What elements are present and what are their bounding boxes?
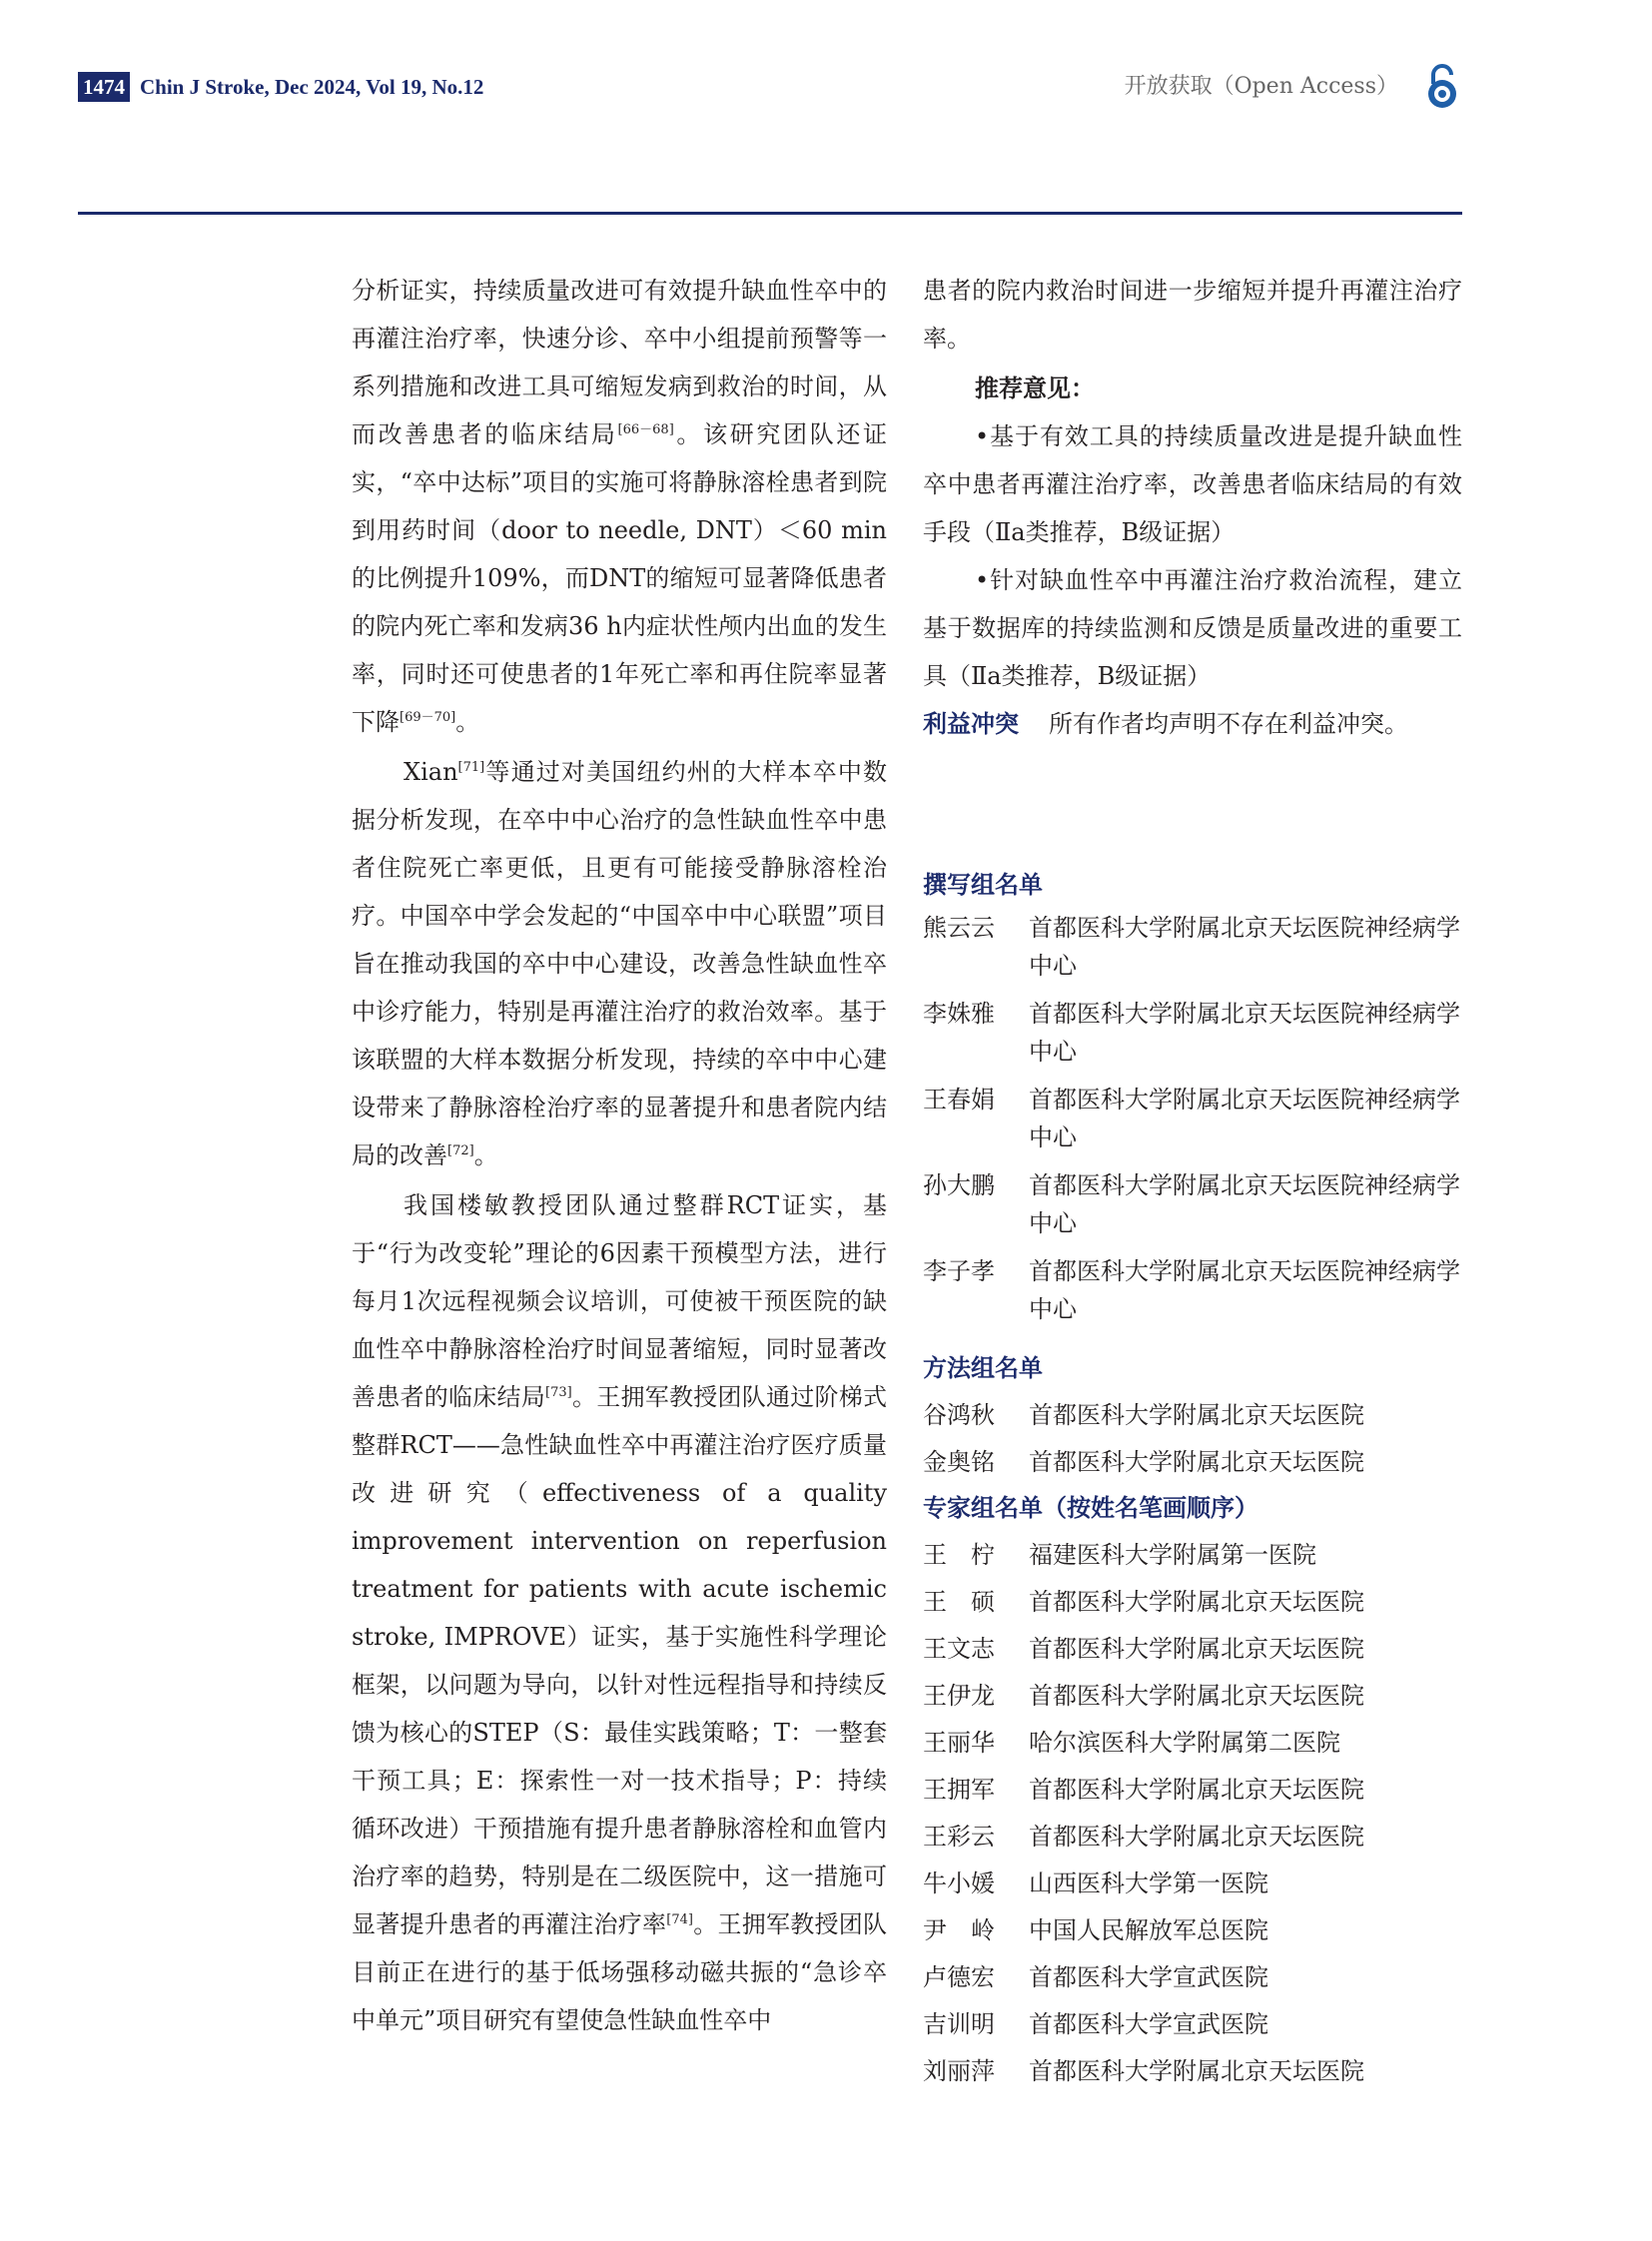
member-row — [923, 1720, 1462, 1767]
member-affiliation: 首都医科大学附属北京天坛医院神经病学中心 — [1029, 1086, 1460, 1151]
header-rule — [78, 212, 1462, 215]
member-affiliation: 首都医科大学附属北京天坛医院神经病学中心 — [1029, 914, 1460, 980]
member-affiliation: 中国人民解放军总医院 — [1029, 1916, 1268, 1944]
member-affiliation: 首都医科大学宣武医院 — [1029, 2010, 1268, 2038]
member-row — [923, 1954, 1462, 2001]
member-name: 卢德宏 — [923, 1963, 995, 1991]
member-name: 金奥铭 — [923, 1448, 995, 1476]
member-name: 王拥军 — [923, 1776, 995, 1804]
member-name: 熊云云 — [923, 914, 995, 942]
citation-ref: [72] — [447, 1143, 474, 1158]
member-name: 王伊龙 — [923, 1682, 995, 1710]
journal-citation: Chin J Stroke, Dec 2024, Vol 19, No.12 — [140, 75, 484, 99]
member-name: 王 硕 — [923, 1588, 995, 1616]
member-name: 王丽华 — [923, 1729, 995, 1757]
expert-group — [923, 1484, 1462, 2095]
writing-group — [923, 861, 1462, 1328]
right-column — [923, 267, 1462, 748]
citation-ref: [73] — [545, 1385, 572, 1400]
member-row — [923, 995, 1462, 1071]
left-column — [352, 267, 887, 2046]
recommendation-heading: 推荐意见： — [975, 374, 1095, 402]
member-name: 尹 岭 — [923, 1916, 995, 1944]
member-row — [923, 1532, 1462, 1579]
member-row — [923, 2048, 1462, 2095]
page-number: 1474 — [78, 72, 130, 102]
expert-group-title: 专家组名单（按姓名笔画顺序） — [923, 1493, 1258, 1522]
member-name: 王文志 — [923, 1635, 995, 1663]
member-row — [923, 1081, 1462, 1156]
member-affiliation: 首都医科大学附属北京天坛医院 — [1029, 1682, 1364, 1710]
member-affiliation: 首都医科大学附属北京天坛医院神经病学中心 — [1029, 1000, 1460, 1066]
member-row — [923, 2001, 1462, 2048]
member-name: 李子孝 — [923, 1257, 995, 1285]
member-row — [923, 909, 1462, 985]
member-affiliation: 首都医科大学附属北京天坛医院 — [1029, 1823, 1364, 1851]
member-affiliation: 哈尔滨医科大学附属第二医院 — [1029, 1729, 1340, 1757]
member-name: 牛小媛 — [923, 1869, 995, 1897]
member-row — [923, 1673, 1462, 1720]
citation-ref: [74] — [666, 1912, 693, 1927]
citation-ref: [71] — [457, 760, 485, 775]
member-row — [923, 1861, 1462, 1907]
paragraph-stroke-center: Xian[71]等通过对美国纽约州的大样本卒中数据分析发现，在卒中中心治疗的急性缺血性卒中患者住院死亡率更低，且更有可能接受静脉溶栓治疗。中国卒中学会发起的“中国卒中中心联盟”项目旨在推动我国的卒中中心建设，改善急性缺血性卒中诊疗能力，特别是再灌注治疗的救治效率。基于该联盟的大样本数据分析发现，持续的卒中中心建设带来了静脉溶栓治疗率的显著提升和患者院内结局的改善[72]。 — [352, 758, 887, 1169]
member-affiliation: 首都医科大学附属北京天坛医院 — [1029, 1588, 1364, 1616]
open-access-lock-icon — [1422, 62, 1462, 112]
paragraph-rct-evidence: 我国楼敏教授团队通过整群RCT证实，基于“行为改变轮”理论的6因素干预模型方法，进行每月1次远程视频会议培训，可使被干预医院的缺血性卒中静脉溶栓治疗时间显著缩短，同时显著改善患者的临床结局[73]。王拥军教授团队通过阶梯式整群RCT——急性缺血性卒中再灌注治疗医疗质量改进研究（effectiveness of a quality improvement intervention on reperfusion treatment for patients with acute ischemic stroke, IMPROVE）证实，基于实施性科学理论框架，以问题为导向，以针对性远程指导和持续反馈为核心的STEP（S：最佳实践策略；T：一整套干预工具；E：探索性一对一技术指导；P：持续循环改进）干预措施有提升患者静脉溶栓和血管内治疗率的趋势，特别是在二级医院中，这一措施可显著提升患者的再灌注治疗率[74]。王拥军教授团队目前正在进行的基于低场强移动磁共振的“急诊卒中单元”项目研究有望使急性缺血性卒中 — [352, 1191, 888, 2034]
member-name: 王春娟 — [923, 1086, 995, 1114]
page-header — [78, 68, 1462, 108]
member-name: 王 柠 — [923, 1541, 995, 1569]
member-name: 谷鸿秋 — [923, 1401, 995, 1429]
member-affiliation: 首都医科大学附属北京天坛医院 — [1029, 1776, 1364, 1804]
recommendation-item: •基于有效工具的持续质量改进是提升缺血性卒中患者再灌注治疗率，改善患者临床结局的有效手段（Ⅱa类推荐，B级证据） — [923, 422, 1462, 546]
member-affiliation: 山西医科大学第一医院 — [1029, 1869, 1268, 1897]
citation-ref: [69－70] — [400, 710, 456, 725]
member-affiliation: 首都医科大学宣武医院 — [1029, 1963, 1268, 1991]
paragraph-quality-improvement: 分析证实，持续质量改进可有效提升缺血性卒中的再灌注治疗率，快速分诊、卒中小组提前预警等一系列措施和改进工具可缩短发病到救治的时间，从而改善患者的临床结局[66－68]。该研究团队还证实，“卒中达标”项目的实施可将静脉溶栓患者到院到用药时间（door to needle, DNT）＜60 min的比例提升109%，而DNT的缩短可显著降低患者的院内死亡率和发病36 h内症状性颅内出血的发生率，同时还可使患者的1年死亡率和再住院率显著下降[69－70]。 — [352, 277, 888, 736]
coi-label: 利益冲突 — [923, 709, 1019, 738]
member-name: 刘丽萍 — [923, 2057, 995, 2085]
member-affiliation: 首都医科大学附属北京天坛医院神经病学中心 — [1029, 1257, 1460, 1323]
conflict-of-interest — [923, 700, 1462, 748]
open-access-label: 开放获取（Open Access） — [1124, 74, 1398, 99]
member-row — [923, 1439, 1462, 1486]
member-row — [923, 1767, 1462, 1814]
member-name: 吉训明 — [923, 2010, 995, 2038]
writing-group-title: 撰写组名单 — [923, 870, 1043, 899]
member-row — [923, 1392, 1462, 1439]
recommendation-item: •针对缺血性卒中再灌注治疗救治流程，建立基于数据库的持续监测和反馈是质量改进的重要工具（Ⅱa类推荐，B级证据） — [923, 566, 1462, 690]
member-affiliation: 首都医科大学附属北京天坛医院 — [1029, 2057, 1364, 2085]
member-affiliation: 首都医科大学附属北京天坛医院神经病学中心 — [1029, 1171, 1460, 1237]
member-row — [923, 1907, 1462, 1954]
member-name: 王彩云 — [923, 1823, 995, 1851]
member-affiliation: 首都医科大学附属北京天坛医院 — [1029, 1635, 1364, 1663]
member-row — [923, 1166, 1462, 1242]
member-name: 李姝雅 — [923, 1000, 995, 1028]
paragraph-continuation: 患者的院内救治时间进一步缩短并提升再灌注治疗率。 — [923, 277, 1462, 353]
member-row — [923, 1814, 1462, 1861]
member-name: 孙大鹏 — [923, 1171, 995, 1199]
member-affiliation: 首都医科大学附属北京天坛医院 — [1029, 1448, 1364, 1476]
citation-ref: [66－68] — [617, 422, 674, 437]
member-row — [923, 1579, 1462, 1626]
member-row — [923, 1252, 1462, 1328]
member-affiliation: 首都医科大学附属北京天坛医院 — [1029, 1401, 1364, 1429]
coi-text: 所有作者均声明不存在利益冲突。 — [1049, 710, 1408, 738]
member-row — [923, 1626, 1462, 1673]
method-group-title: 方法组名单 — [923, 1353, 1043, 1382]
member-affiliation: 福建医科大学附属第一医院 — [1029, 1541, 1316, 1569]
method-group — [923, 1344, 1462, 1486]
